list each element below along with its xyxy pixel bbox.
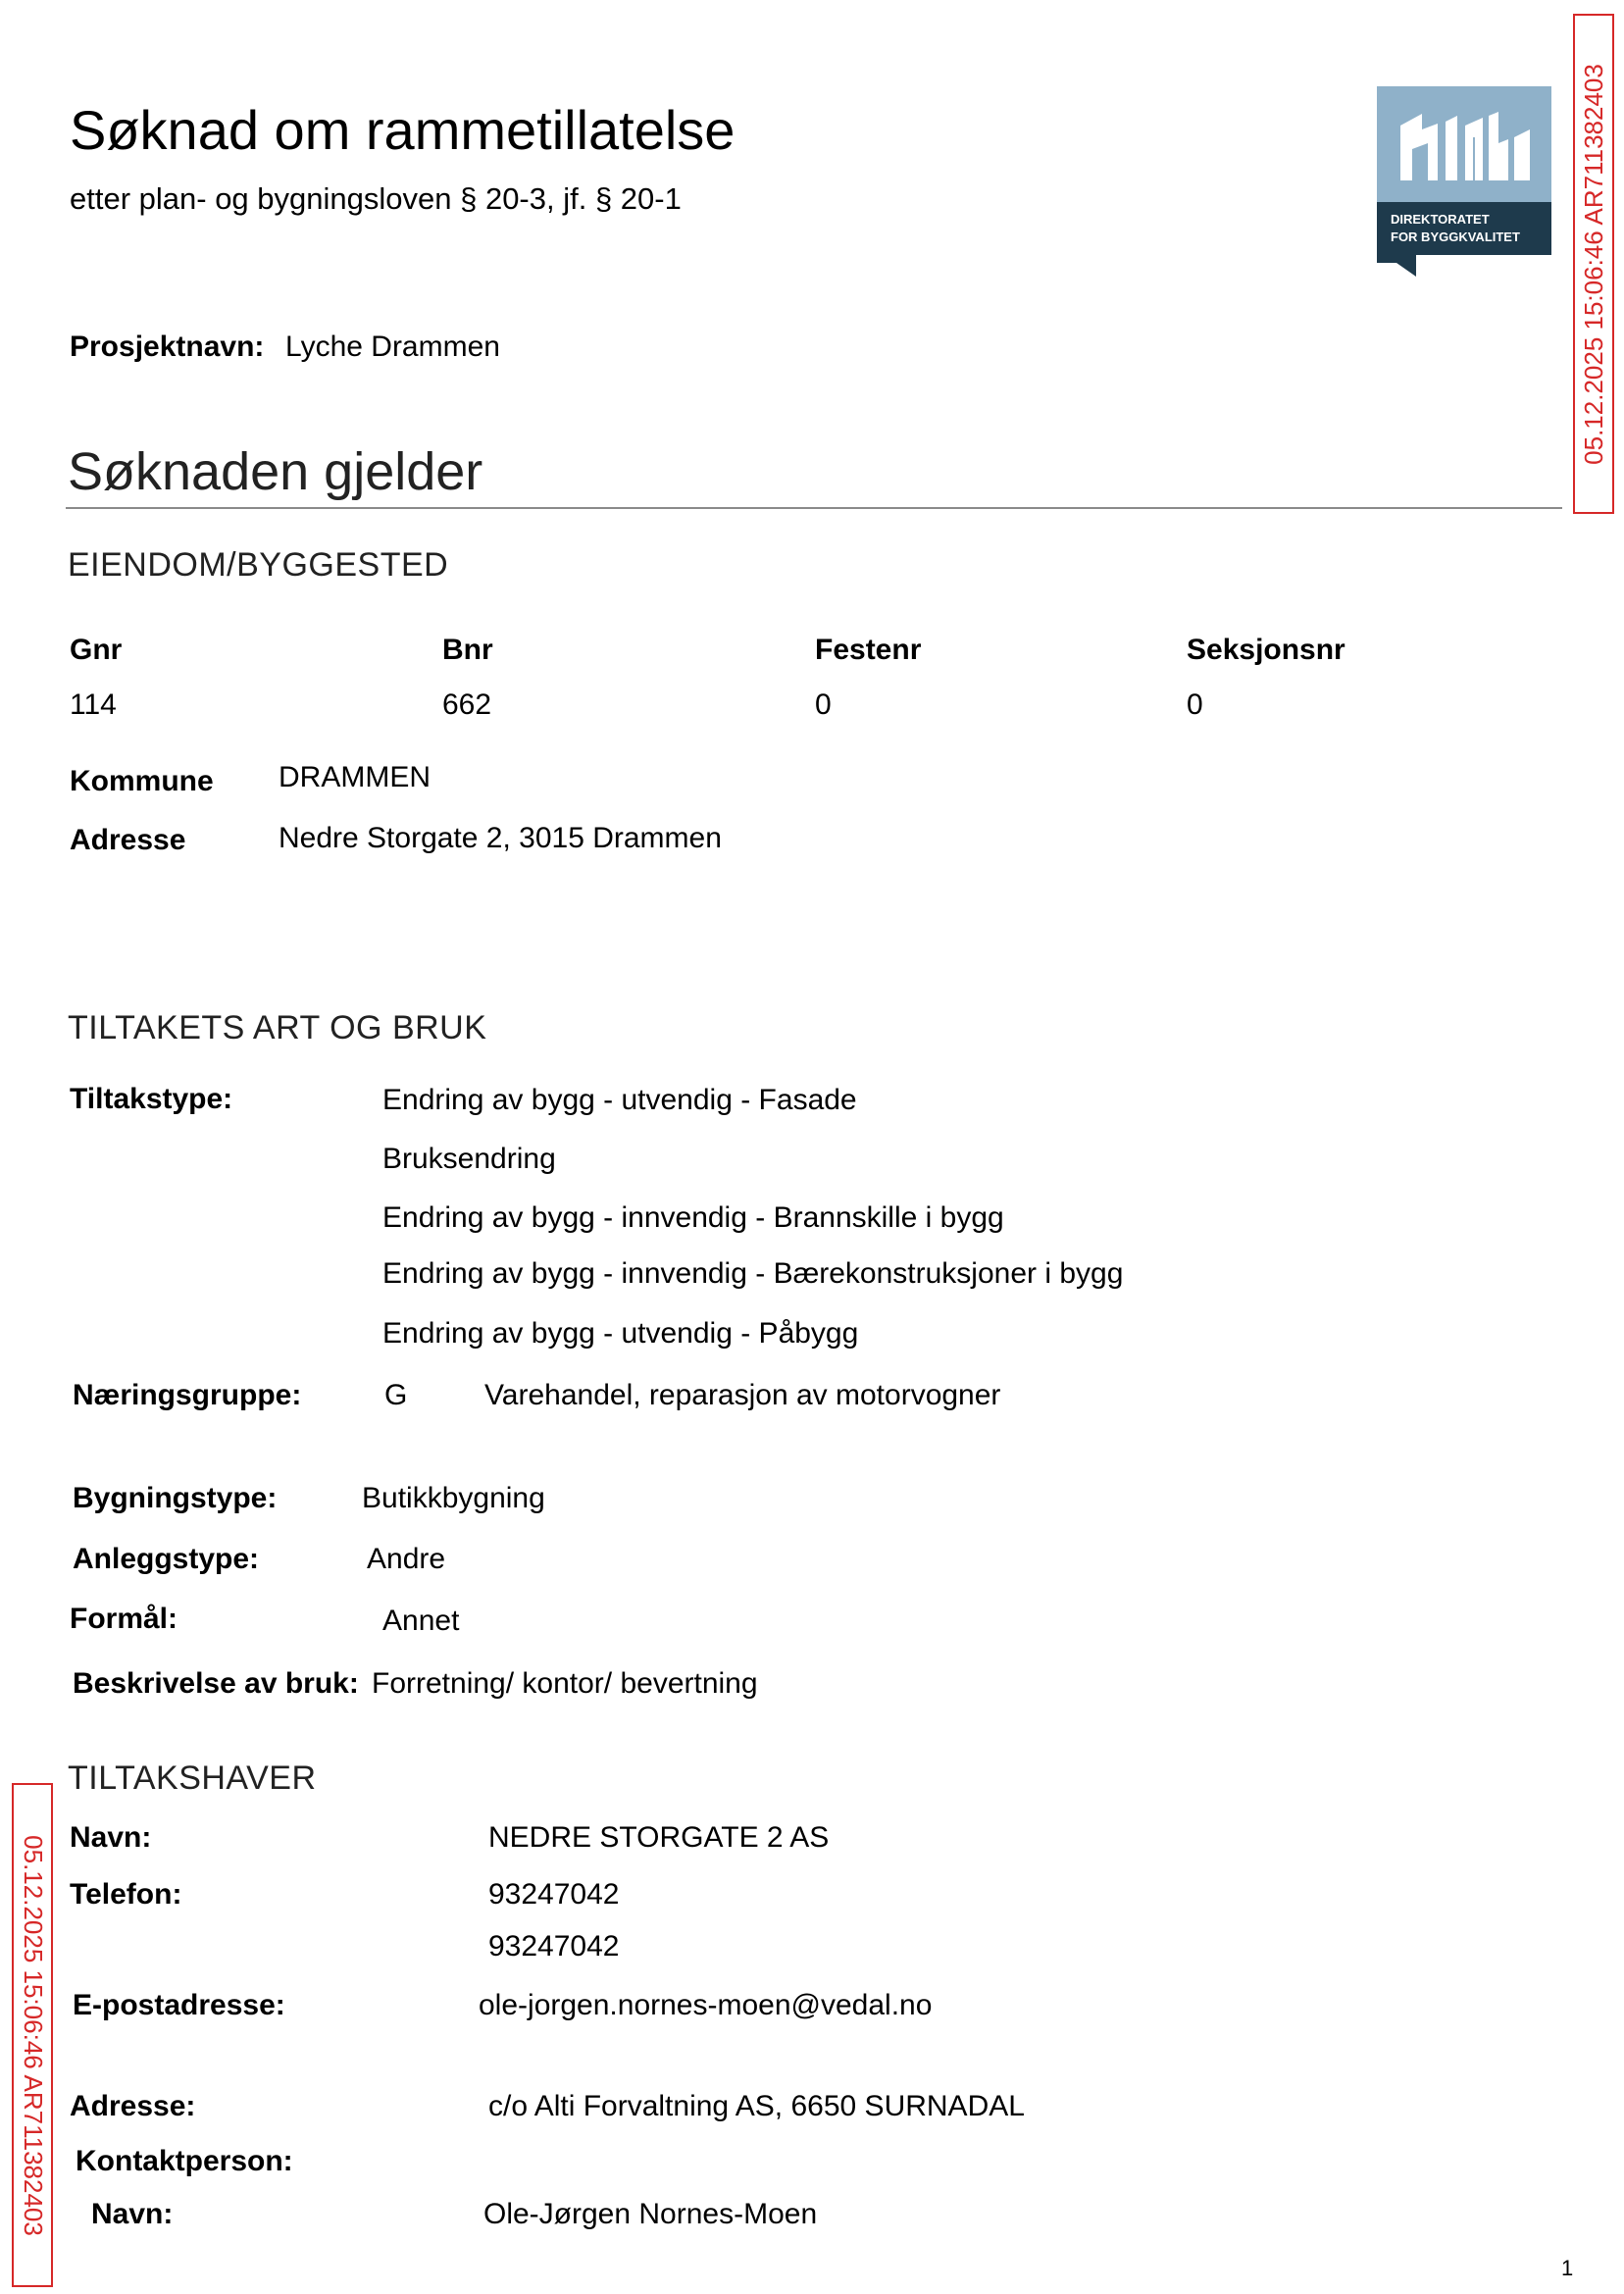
- bygningstype-value: Butikkbygning: [362, 1482, 545, 1514]
- project-value: Lyche Drammen: [285, 331, 500, 363]
- section-divider: [66, 507, 1562, 509]
- tiltakstype-item: Bruksendring: [382, 1143, 556, 1175]
- tiltakstype-item: Endring av bygg - innvendig - Bærekonstruksjoner i bygg: [382, 1257, 1124, 1290]
- telefon-label: Telefon:: [70, 1878, 182, 1911]
- section-title: Søknaden gjelder: [68, 442, 483, 501]
- beskrivelse-value: Forretning/ kontor/ bevertning: [372, 1667, 758, 1700]
- epost-label: E-postadresse:: [73, 1989, 285, 2021]
- festenr-value: 0: [815, 688, 832, 721]
- bygningstype-label: Bygningstype:: [73, 1482, 278, 1514]
- adresse-label: Adresse: [70, 824, 186, 856]
- telefon-value: 93247042: [488, 1930, 620, 1963]
- tiltakshaver-navn-label: Navn:: [70, 1821, 152, 1854]
- tiltak-heading: TILTAKETS ART OG BRUK: [68, 1009, 487, 1046]
- tiltakstype-item: Endring av bygg - utvendig - Påbygg: [382, 1317, 859, 1350]
- seksjonsnr-value: 0: [1187, 688, 1203, 721]
- gnr-label: Gnr: [70, 634, 123, 666]
- kommune-value: DRAMMEN: [279, 761, 431, 793]
- document-title: Søknad om rammetillatelse: [70, 99, 736, 161]
- gnr-value: 114: [70, 688, 117, 721]
- dibk-logo: [1377, 86, 1551, 277]
- festenr-label: Festenr: [815, 634, 922, 666]
- adresse-value: Nedre Storgate 2, 3015 Drammen: [279, 822, 722, 854]
- seksjonsnr-label: Seksjonsnr: [1187, 634, 1345, 666]
- receipt-stamp-left: [12, 1783, 53, 2287]
- stamp-text-left: 05.12.2025 15:06:46 AR711382403: [18, 1834, 48, 2236]
- formal-label: Formål:: [70, 1603, 178, 1635]
- tiltakshaver-adresse-value: c/o Alti Forvaltning AS, 6650 SURNADAL: [488, 2090, 1025, 2122]
- telefon-value: 93247042: [488, 1878, 620, 1911]
- receipt-stamp-right: [1573, 14, 1614, 514]
- naeringsgruppe-value: Varehandel, reparasjon av motorvogner: [484, 1379, 1001, 1411]
- tiltakstype-item: Endring av bygg - innvendig - Brannskille i bygg: [382, 1201, 1004, 1234]
- document-subtitle: etter plan- og bygningsloven § 20-3, jf. § 20-1: [70, 181, 682, 216]
- kontaktperson-label: Kontaktperson:: [76, 2145, 293, 2177]
- property-heading: EIENDOM/BYGGESTED: [68, 546, 449, 584]
- beskrivelse-label: Beskrivelse av bruk:: [73, 1667, 359, 1700]
- stamp-text-right: 05.12.2025 15:06:46 AR711382403: [1578, 63, 1608, 465]
- epost-value: ole-jorgen.nornes-moen@vedal.no: [479, 1989, 933, 2021]
- naeringsgruppe-label: Næringsgruppe:: [73, 1379, 302, 1411]
- formal-value: Annet: [382, 1605, 460, 1637]
- logo-text-2: FOR BYGGKVALITET: [1391, 229, 1520, 244]
- kontakt-navn-value: Ole-Jørgen Nornes-Moen: [483, 2198, 818, 2230]
- kontakt-navn-label: Navn:: [91, 2198, 174, 2230]
- tiltakstype-label: Tiltakstype:: [70, 1083, 233, 1115]
- bnr-label: Bnr: [442, 634, 493, 666]
- dibk-logo-graphic: [1377, 86, 1551, 277]
- tiltakshaver-adresse-label: Adresse:: [70, 2090, 196, 2122]
- anleggstype-label: Anleggstype:: [73, 1543, 260, 1575]
- tiltakshaver-heading: TILTAKSHAVER: [68, 1759, 317, 1797]
- tiltakshaver-navn-value: NEDRE STORGATE 2 AS: [488, 1821, 830, 1854]
- naeringsgruppe-code: G: [384, 1379, 408, 1411]
- bnr-value: 662: [442, 688, 492, 721]
- tiltakstype-item: Endring av bygg - utvendig - Fasade: [382, 1084, 857, 1116]
- page-number: 1: [1561, 2256, 1574, 2280]
- anleggstype-value: Andre: [367, 1543, 446, 1575]
- kommune-label: Kommune: [70, 765, 214, 797]
- logo-text-1: DIREKTORATET: [1391, 212, 1490, 227]
- project-label: Prosjektnavn:: [70, 331, 265, 363]
